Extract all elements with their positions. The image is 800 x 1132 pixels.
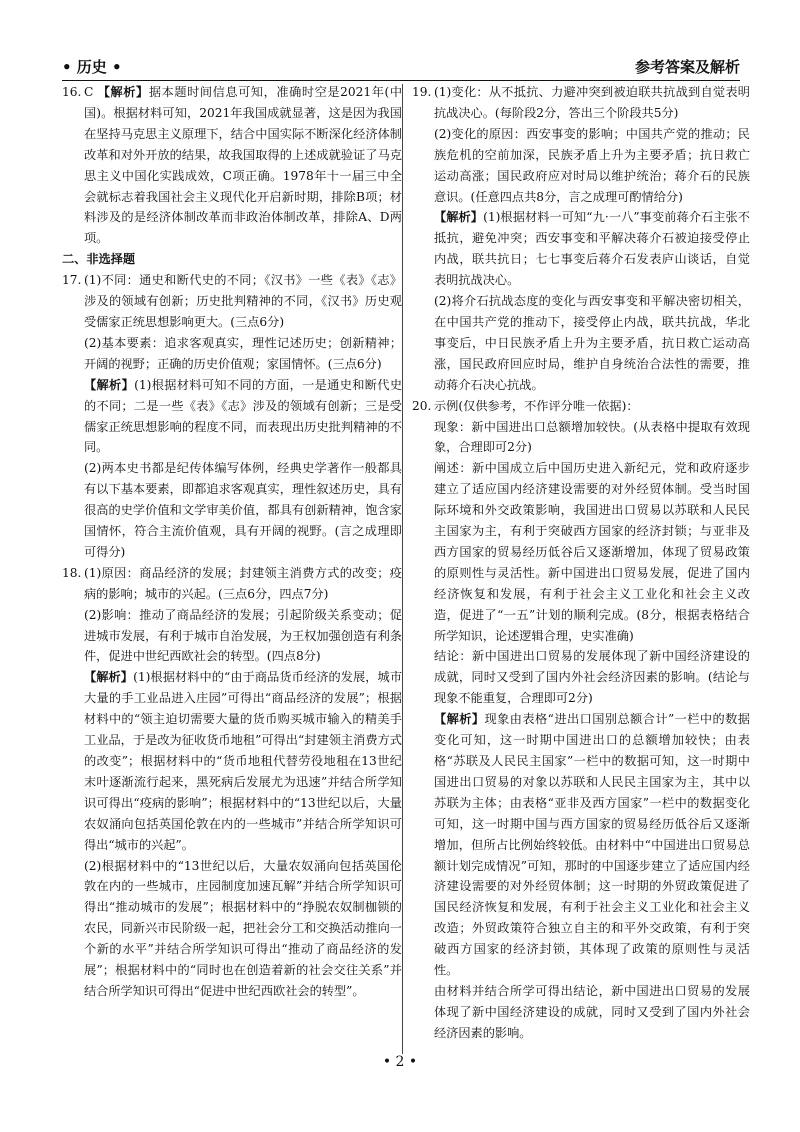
analysis-paragraph xyxy=(62,667,402,855)
question-18 xyxy=(62,563,402,1002)
answer-choice: C xyxy=(84,85,94,99)
page-header xyxy=(62,56,740,78)
question-20 xyxy=(412,396,750,1044)
answer-paragraph: (2)影响：推动了商品经济的发展；引起阶级关系变动；促进城市发展，有利于城市自治发展，为王权加强创造有利条件，促进中世纪西欧社会的转型。(四点8分) xyxy=(84,607,402,664)
column-divider xyxy=(402,84,403,1054)
answer-paragraph xyxy=(412,82,750,124)
question-number: 20. xyxy=(412,398,432,413)
analysis-paragraph: (2)两本史书都是纪传体编写体例，经典史学著作一般都具有以下基本要素，即都追求客观真实，理性叙述历史，具有很高的史学价值和文学审美价值，都具有创新精神，饱含家国情怀，符合主流价值观，具有开阔的视野。(言之成理即可得分) xyxy=(84,461,402,559)
analysis-tag: 【解析】 xyxy=(84,377,135,392)
analysis-text: 据本题时间信息可知，准确时空是2021年(中国)。根据材料可知，2021年我国成就显著，这是因为我国在坚持马克思主义原理下，结合中国实际不断深化经济体制改革和对外开放的结果，故我国取得的上述成就验证了马克思主义中国化实践成效，C项正确。1978年十一届三中全会就标志着我国社会主义现代化开启新时期，排除B项；材料涉及的是经济体制改革而非政治体制改革，排除A、D两项。 xyxy=(84,85,403,246)
analysis-text: (1)根据材料可知不同的方面，一是通史和断代史的不同；二是一些《表》《志》涉及的领域有创新；三是受儒家正统思想影响的程度不同，而表现出历史批判精神的不同。 xyxy=(84,377,403,455)
answer-text: (1)原因：商品经济的发展；封建领主消费方式的改变；疫病的影响；城市的兴起。(三点6分，四点7分) xyxy=(84,565,402,601)
analysis-paragraph: 由材料并结合所学可得出结论，新中国进出口贸易的发展体现了新中国经济建设的成就，同时又受到了国内外社会经济因素的影响。 xyxy=(434,983,750,1040)
document-title: 参考答案及解析 xyxy=(634,58,740,76)
analysis-text: 现象由表格“进出口国别总额合计”一栏中的数据变化可知，这一时期中国进出口的总额增加较快；由表格“苏联及人民民主国家”一栏中的数据可知，这一时期中国进出口贸易的对象以苏联和人民民主国家为主，其中以苏联为主体；由表格“亚非及西方国家”一栏中的数据变化可知，这一时期中国与西方国家的贸易经历低谷后又逐渐增加，但所占比例始终较低。由材料中“中国进出口贸易总额计划完成情况”可知，那时的中国逐步建立了适应国内经济建设需要的对外经贸体制；这一时期的外贸政策促进了国民经济恢复和发展，有利于社会主义工业化和社会主义改造；外贸政策符合独立自主的和平外交政策，有利于突破西方国家的经济封锁，其体现了政策的原则性与灵活性。 xyxy=(434,712,750,978)
answer-paragraph: (2)变化的原因：西安事变的影响；中国共产党的推动；民族危机的空前加深，民族矛盾上升为主要矛盾；抗日救亡运动高涨；国民政府应对时局以维护统治；蒋介石的民族意识。(任意四点共8分，言之成理可酌情给分) xyxy=(434,126,750,204)
analysis-tag: 【解析】 xyxy=(434,712,485,727)
answer-paragraph xyxy=(62,563,402,605)
question-number: 18. xyxy=(62,565,82,580)
left-column xyxy=(62,82,402,1002)
answer-paragraph xyxy=(62,270,402,333)
header-rule xyxy=(62,80,740,81)
right-column xyxy=(412,82,750,1044)
question-number: 19. xyxy=(412,85,432,99)
analysis-paragraph: (2)将介石抗战态度的变化与西安事变和平解决密切相关，在中国共产党的推动下，接受停止内战，联共抗战，华北事变后，中日民族矛盾上升为主要矛盾，抗日救亡运动高涨，国民政府回应时局，维护自身统治合法性的需要，推动蒋介石决心抗战。 xyxy=(434,294,750,392)
page-number: • 2 • xyxy=(382,1054,418,1070)
answer-text: (1)变化：从不抵抗、力避冲突到被迫联共抗战到自觉表明抗战决心。(每阶段2分，答出三个阶段共5分) xyxy=(434,85,750,120)
answer-text: (1)不同：通史和断代史的不同；《汉书》一些《表》《志》涉及的领域有创新；历史批判精神的不同，《汉书》历史观受儒家正统思想影响更大。(三点6分) xyxy=(84,273,402,329)
subject-label: • 历史 • xyxy=(62,58,122,76)
analysis-tag: 【解析】 xyxy=(97,85,149,99)
question-17 xyxy=(62,270,402,563)
analysis-text: (1)根据材料中的“由于商品货币经济的发展，城市大量的手工业品进入庄园”可得出“商品经济的发展”；根据材料中的“领主迫切需要大量的货币购买城市输入的精美手工业品，于是改为征收货币地租”可得出“封建领主消费方式的改变”；根据材料中的“货币地租代替劳役地租在13世纪末叶逐渐流行起来，黑死病后发展尤为迅速”并结合所学知识可得出“疫病的影响”；根据材料中的“13世纪以后，大量农奴涌向包括英国伦敦在内的一些城市”并结合所学知识可得出“城市的兴起”。 xyxy=(84,670,403,852)
analysis-paragraph xyxy=(62,375,402,459)
question-number: 17. xyxy=(62,273,82,288)
analysis-tag: 【解析】 xyxy=(434,210,484,225)
answer-paragraph: 阐述：新中国成立后中国历史进入新纪元，党和政府逐步建立了适应国内经济建设需要的对外经贸体制。受当时国际环境和外交政策影响，我国进出口贸易以苏联和人民民主国家为主，有利于突破西方国家的经济封锁；与亚非及西方国家的贸易经历低谷后又逐渐增加，体现了贸易政策的原则性与灵活性。新中国进出口贸易发展，促进了国内经济恢复和发展，有利于社会主义工业化和社会主义改造，促进了“一五”计划的顺利完成。(8分，根据表格结合所学知识，论述逻辑合理，史实准确) xyxy=(434,461,750,643)
question-16 xyxy=(62,82,402,249)
question-number: 16. xyxy=(62,85,82,99)
analysis-paragraph: (2)根据材料中的“13世纪以后，大量农奴涌向包括英国伦敦在内的一些城市，庄园制度加速瓦解”并结合所学知识可得出“推动城市的发展”；根据材料中的“挣脱农奴制枷锁的农民，同新兴市民阶级一起，把社会分工和交换活动推向一个新的水平”并结合所学知识可得出“推动了商品经济的发展”；根据材料中的“同时也在创造着新的社会交往关系”并结合所学知识可得出“促进中世纪西欧社会的转型”。 xyxy=(84,858,402,998)
answer-paragraph: (2)基本要素：追求客观真实，理性记述历史；创新精神；开阔的视野；正确的历史价值观；家国情怀。(三点6分) xyxy=(84,335,402,371)
answer-paragraph: 结论：新中国进出口贸易的发展体现了新中国经济建设的成就，同时又受到了国内外社会经济因素的影响。(结论与现象不能重复，合理即可2分) xyxy=(434,649,750,706)
analysis-paragraph xyxy=(412,207,750,291)
answer-paragraph: 现象：新中国进出口总额增加较快。(从表格中提取有效现象，合理即可2分) xyxy=(434,419,750,455)
question-19 xyxy=(412,82,750,396)
analysis-paragraph xyxy=(412,709,750,981)
answer-text: 示例(仅供参考，不作评分唯一依据)： xyxy=(434,398,639,413)
section-heading: 二、非选择题 xyxy=(62,252,136,267)
answer-paragraph xyxy=(412,396,750,417)
analysis-text: (1)根据材料一可知“九·一八”事变前蒋介石主张不抵抗，避免冲突；西安事变和平解决蒋介石被迫接受停止内战，联共抗日；七七事变后蒋介石发表庐山谈话，自觉表明抗战决心。 xyxy=(434,210,750,288)
analysis-tag: 【解析】 xyxy=(84,670,134,685)
